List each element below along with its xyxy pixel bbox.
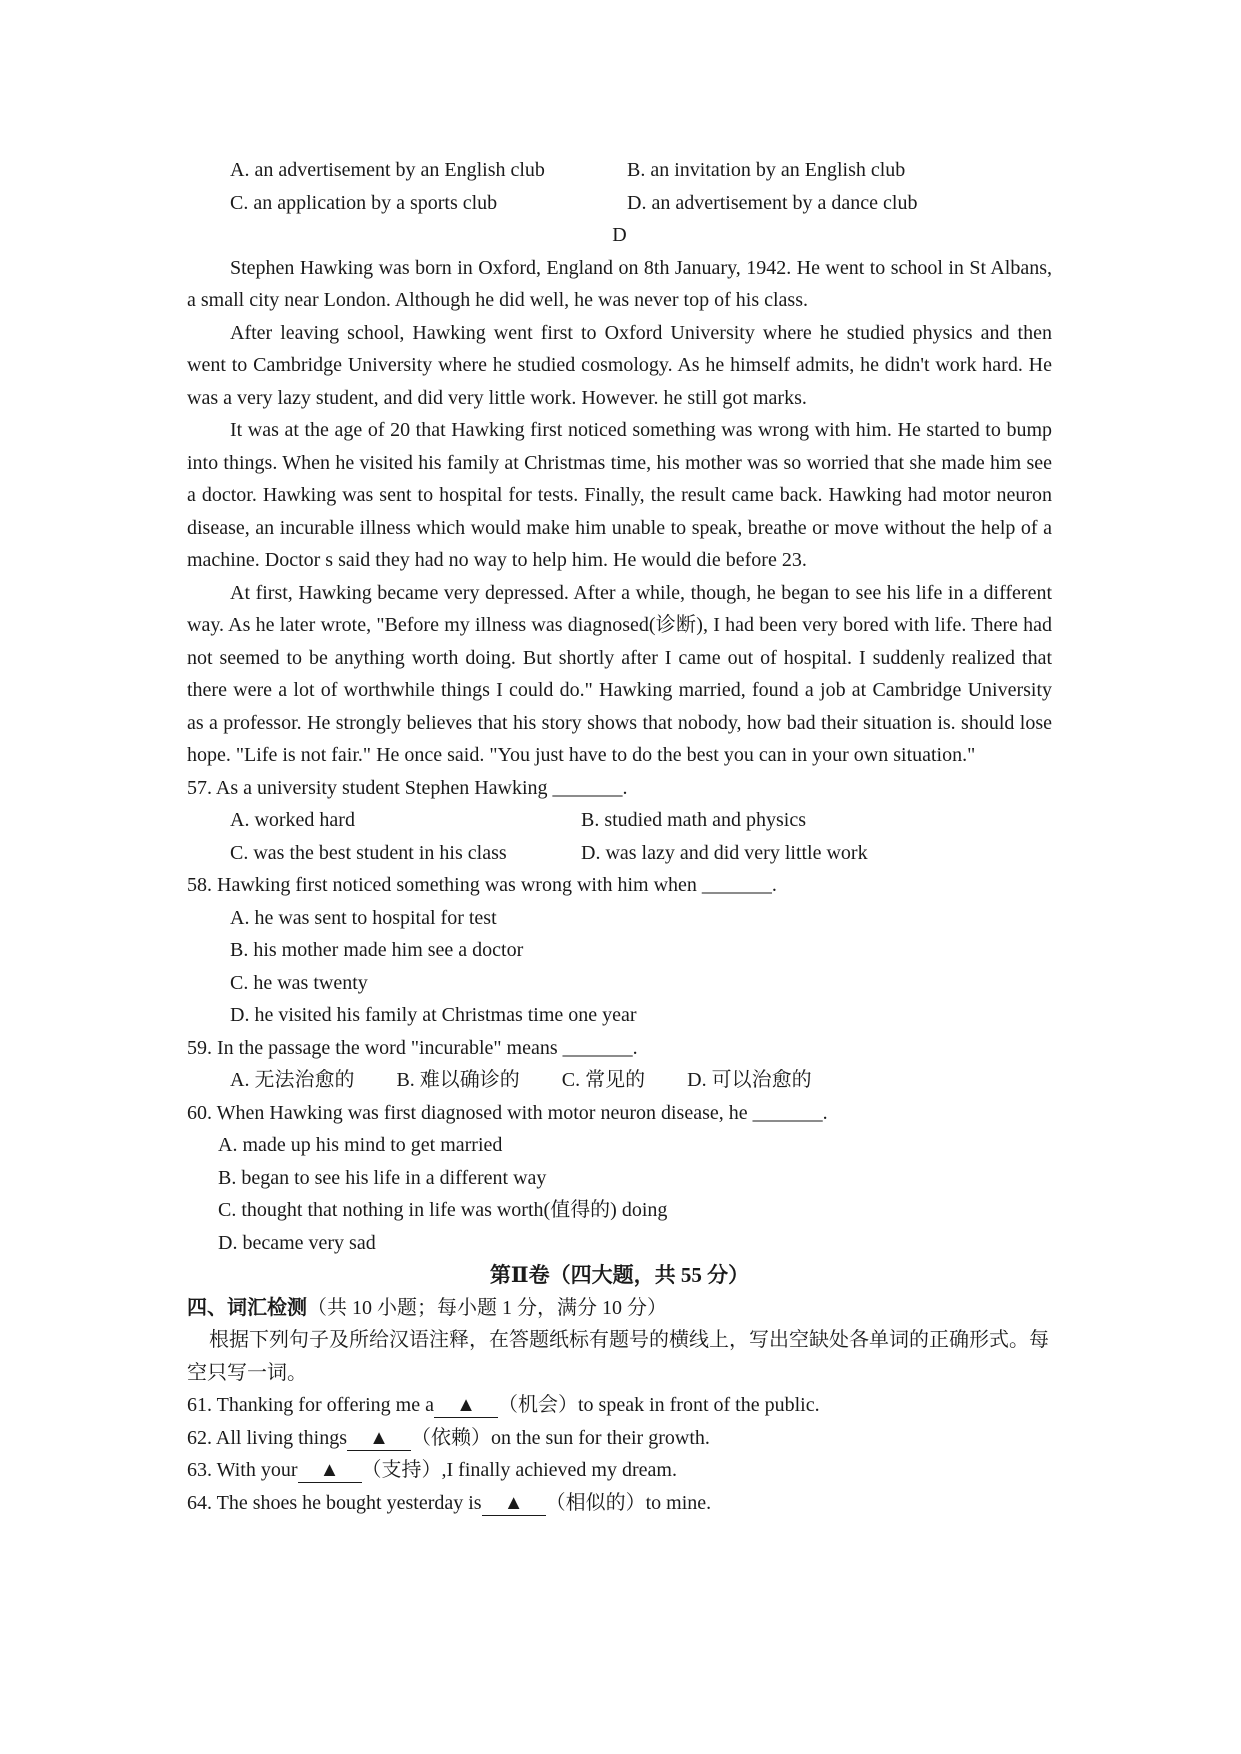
q57-option-c: C. was the best student in his class bbox=[230, 841, 507, 864]
section-4-heading-line bbox=[187, 1292, 1052, 1325]
q57-option-b: B. studied math and physics bbox=[581, 809, 806, 831]
section-4-instruction: 根据下列句子及所给汉语注释，在答题纸标有题号的横线上，写出空缺处各单词的正确形式。每空只写一词。 bbox=[187, 1329, 1049, 1384]
vocab-item-text: on the sun for their growth. bbox=[491, 1426, 710, 1449]
vocab-item-hint: （依赖） bbox=[411, 1426, 492, 1449]
q58-option-c: C. he was twenty bbox=[230, 971, 368, 994]
q58-option-a: A. he was sent to hospital for test bbox=[230, 906, 497, 929]
passage-letter: D bbox=[612, 224, 627, 246]
passage-paragraph-3: It was at the age of 20 that Hawking first noticed something was wrong with him. He started to bump into things. When he visited his family at Christmas time, his mother was so worried that she made him see a doctor. Hawking was sent to hospital for tests. Finally, the result came back. Hawking had motor neuron disease, an incurable illness which would make him unable to speak, breathe or move without the help of a machine. Doctor s said they had no way to help him. He would die before 23. bbox=[187, 419, 1052, 571]
q57-option-a: A. worked hard bbox=[230, 809, 355, 831]
q60-option-c: C. thought that nothing in life was worth(值得的) doing bbox=[218, 1199, 668, 1221]
vocab-item-63 bbox=[187, 1454, 1052, 1487]
passage-paragraph-4: At first, Hawking became very depressed. After a while, though, he began to see his life in a different way. As he later wrote, "Before my illness was diagnosed(诊断), I had been very bored with life. There had not seemed to be anything worth doing. But shortly after I came out of hospital. I suddenly realized that there were a lot of worthwhile things I could do." Hawking married, found a job at Cambridge University as a professor. He strongly believes that his story shows that nobody, how bad their situation is. should lose hope. "Life is not fair." He once said. "You just have to do the best you can in your own situation." bbox=[187, 581, 1052, 766]
answer-blank-61[interactable]: ▲ bbox=[434, 1393, 498, 1418]
q59-options-row bbox=[230, 1064, 1052, 1097]
passage-paragraph-2: After leaving school, Hawking went first to Oxford University where he studied physics and then went to Cambridge University where he studied cosmology. As he himself admits, he didn't work hard. He was a very lazy student, and did very little work. However. he still got marks. bbox=[187, 321, 1052, 409]
q59-option-b: B. 难以确诊的 bbox=[396, 1069, 520, 1091]
q57-options-row-1 bbox=[187, 804, 1052, 837]
vocab-item-text: to speak in front of the public. bbox=[577, 1394, 820, 1416]
q60-option-a: A. made up his mind to get married bbox=[218, 1134, 503, 1156]
vocab-item-text: ,I finally achieved my dream. bbox=[441, 1459, 677, 1481]
answer-blank-64[interactable]: ▲ bbox=[482, 1491, 546, 1516]
q57-stem: 57. As a university student Stephen Hawking _______. bbox=[187, 776, 628, 799]
q58-option-b: B. his mother made him see a doctor bbox=[230, 939, 524, 961]
q60-stem: 60. When Hawking was first diagnosed with motor neuron disease, he _______. bbox=[187, 1101, 828, 1124]
part-2-title: 第Ⅱ卷（四大题，共 55 分） bbox=[489, 1263, 750, 1287]
q59-option-c: C. 常见的 bbox=[561, 1069, 646, 1091]
vocab-item-text: 63. With your bbox=[187, 1459, 298, 1481]
q59-option-a: A. 无法治愈的 bbox=[230, 1069, 355, 1091]
q58-stem: 58. Hawking first noticed something was wrong with him when _______. bbox=[187, 874, 777, 896]
vocab-item-text: 61. Thanking for offering me a bbox=[187, 1394, 434, 1416]
section-4-heading: 四、词汇检测 bbox=[187, 1296, 307, 1319]
answer-blank-63[interactable]: ▲ bbox=[298, 1458, 362, 1483]
vocab-item-hint: （支持） bbox=[361, 1459, 442, 1481]
q56-options-row-2 bbox=[187, 187, 1052, 220]
vocab-item-text: 62. All living things bbox=[187, 1426, 348, 1449]
q57-option-d: D. was lazy and did very little work bbox=[581, 841, 868, 864]
section-4-heading-note: （共 10 小题；每小题 1 分，满分 10 分） bbox=[307, 1296, 667, 1319]
vocab-item-64 bbox=[187, 1487, 1052, 1520]
q56-option-d: D. an advertisement by a dance club bbox=[627, 191, 918, 214]
vocab-item-61 bbox=[187, 1389, 1052, 1422]
q57-options-row-2 bbox=[187, 837, 1052, 870]
passage-paragraph-1: Stephen Hawking was born in Oxford, England on 8th January, 1942. He went to school in St Albans, a small city near London. Although he did well, he was never top of his class. bbox=[187, 256, 1052, 311]
q58-option-d: D. he visited his family at Christmas time one year bbox=[230, 1004, 637, 1026]
vocab-item-hint: （相似的） bbox=[545, 1491, 646, 1514]
answer-blank-62[interactable]: ▲ bbox=[347, 1426, 411, 1451]
q60-option-d: D. became very sad bbox=[218, 1231, 376, 1254]
vocab-item-hint: （机会） bbox=[497, 1394, 578, 1416]
vocab-item-text: to mine. bbox=[645, 1491, 712, 1514]
q59-stem: 59. In the passage the word "incurable" means _______. bbox=[187, 1036, 638, 1059]
q56-option-b: B. an invitation by an English club bbox=[627, 159, 906, 181]
vocab-item-text: 64. The shoes he bought yesterday is bbox=[187, 1491, 482, 1514]
q60-option-b: B. began to see his life in a different way bbox=[218, 1166, 547, 1189]
q56-option-c: C. an application by a sports club bbox=[230, 191, 498, 214]
page-content bbox=[187, 154, 1052, 1519]
q56-options-row-1 bbox=[187, 154, 1052, 187]
vocab-item-62 bbox=[187, 1422, 1052, 1455]
q56-option-a: A. an advertisement by an English club bbox=[230, 159, 545, 181]
q59-option-d: D. 可以治愈的 bbox=[687, 1069, 812, 1091]
